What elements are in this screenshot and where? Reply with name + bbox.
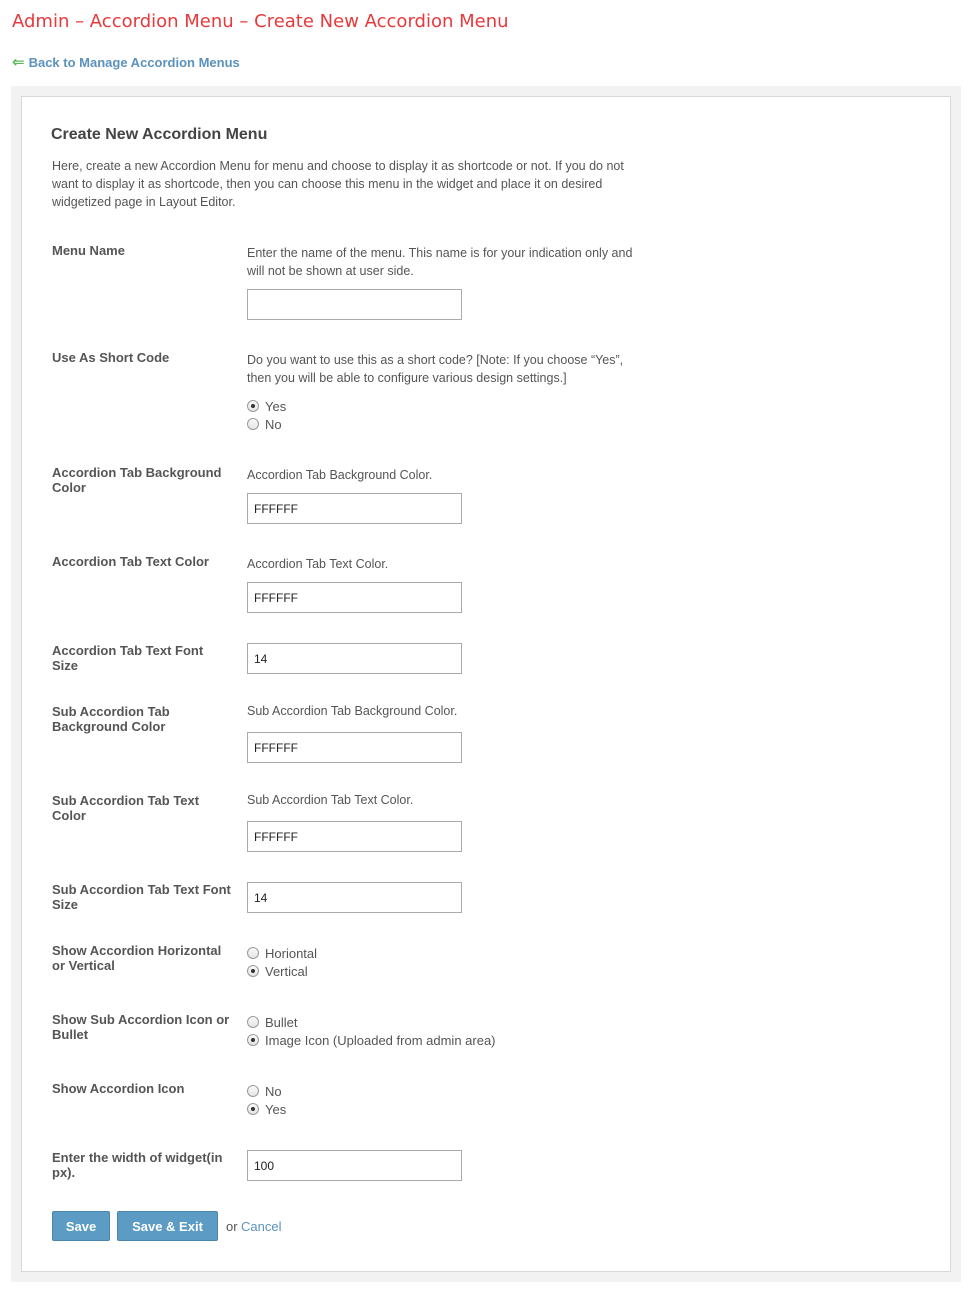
sub-icon-options: [247, 1013, 496, 1049]
sub-icon-label: Show Sub Accordion Icon or Bullet: [52, 1012, 230, 1042]
orientation-label: Show Accordion Horizontal or Vertical: [52, 943, 222, 973]
short-code-options: [247, 397, 286, 433]
sub-tab-font-size-input[interactable]: [247, 882, 462, 913]
radio-label: Horiontal: [265, 945, 318, 961]
orientation-options: [247, 944, 317, 980]
radio-unchecked-icon: [247, 1016, 259, 1028]
show-icon-yes-radio[interactable]: [247, 1100, 286, 1118]
tab-bg-color-input[interactable]: [247, 493, 462, 524]
sub-tab-font-size-label: Sub Accordion Tab Text Font Size: [52, 882, 231, 912]
menu-name-label: Menu Name: [52, 243, 125, 258]
form-title: Create New Accordion Menu: [51, 126, 268, 143]
sub-tab-text-color-input[interactable]: [247, 821, 462, 852]
back-to-manage-link[interactable]: [12, 55, 240, 70]
short-code-yes-radio[interactable]: [247, 397, 286, 415]
sub-tab-bg-color-input[interactable]: [247, 732, 462, 763]
radio-checked-icon: [247, 400, 259, 412]
radio-unchecked-icon: [247, 947, 259, 959]
tab-font-size-label: Accordion Tab Text Font Size: [52, 643, 204, 673]
radio-unchecked-icon: [247, 418, 259, 430]
tab-font-size-input[interactable]: [247, 643, 462, 674]
sub-tab-text-color-label: Sub Accordion Tab Text Color: [52, 793, 200, 823]
cancel-link[interactable]: Cancel: [241, 1219, 282, 1234]
widget-width-label: Enter the width of widget(in px).: [52, 1150, 223, 1180]
form-actions: [52, 1211, 932, 1243]
back-link-label: Back to Manage Accordion Menus: [28, 55, 240, 70]
form-panel: [21, 96, 951, 1272]
radio-label: Yes: [265, 398, 287, 414]
radio-label: Image Icon (Uploaded from admin area): [265, 1032, 496, 1048]
tab-text-color-desc: Accordion Tab Text Color.: [247, 557, 389, 571]
tab-text-color-label: Accordion Tab Text Color: [52, 554, 209, 569]
radio-label: Yes: [265, 1101, 287, 1117]
show-icon-no-radio[interactable]: [247, 1082, 286, 1100]
page-title: Admin – Accordion Menu – Create New Accordion Menu: [12, 11, 509, 32]
menu-name-desc: Enter the name of the menu. This name is for your indication only and will not be shown at user side.: [247, 246, 633, 278]
short-code-no-radio[interactable]: [247, 415, 286, 433]
radio-checked-icon: [247, 1034, 259, 1046]
menu-name-input[interactable]: [247, 289, 462, 320]
show-icon-label: Show Accordion Icon: [52, 1081, 185, 1096]
radio-label: No: [265, 1083, 282, 1099]
short-code-label: Use As Short Code: [52, 350, 170, 365]
show-icon-options: [247, 1082, 286, 1118]
tab-text-color-input[interactable]: [247, 582, 462, 613]
or-text: or: [226, 1219, 238, 1234]
form-intro: Here, create a new Accordion Menu for menu and choose to display it as shortcode or not. If you do not want to display it as shortcode, then you can choose this menu in the widget and place it on desired widgetized page in Layout Editor.: [52, 159, 624, 209]
tab-bg-color-desc: Accordion Tab Background Color.: [247, 468, 433, 482]
sub-icon-image-radio[interactable]: [247, 1031, 496, 1049]
sub-tab-text-color-desc: Sub Accordion Tab Text Color.: [247, 793, 414, 807]
form-container: [11, 86, 961, 1282]
orientation-horizontal-radio[interactable]: [247, 944, 317, 962]
save-button[interactable]: Save: [52, 1211, 110, 1241]
save-exit-button[interactable]: Save & Exit: [117, 1211, 218, 1241]
radio-checked-icon: [247, 965, 259, 977]
widget-width-input[interactable]: [247, 1150, 462, 1181]
left-arrow-icon: ⇐: [12, 54, 25, 71]
short-code-desc: Do you want to use this as a short code? [Note: If you choose “Yes”, then you will be able to configure various design settings.]: [247, 353, 624, 385]
tab-bg-color-label: Accordion Tab Background Color: [52, 465, 222, 495]
radio-label: Vertical: [265, 963, 308, 979]
sub-icon-bullet-radio[interactable]: [247, 1013, 496, 1031]
radio-checked-icon: [247, 1103, 259, 1115]
radio-label: Bullet: [265, 1014, 298, 1030]
radio-unchecked-icon: [247, 1085, 259, 1097]
sub-tab-bg-color-label: Sub Accordion Tab Background Color: [52, 704, 170, 734]
radio-label: No: [265, 416, 282, 432]
sub-tab-bg-color-desc: Sub Accordion Tab Background Color.: [247, 704, 458, 718]
orientation-vertical-radio[interactable]: [247, 962, 317, 980]
